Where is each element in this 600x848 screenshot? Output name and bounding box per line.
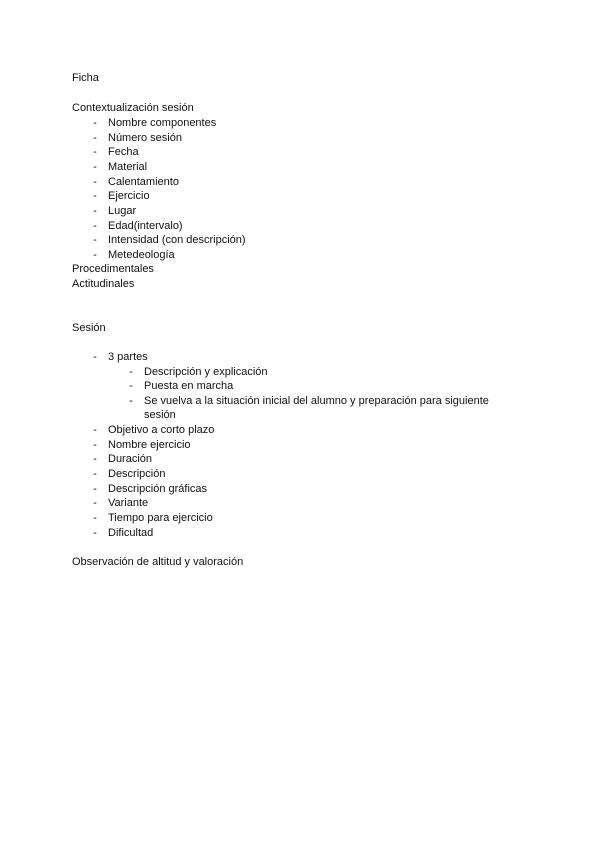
dash-bullet: - (93, 146, 97, 158)
sesion-heading: Sesión (72, 322, 106, 334)
list-item-text: Fecha (108, 146, 139, 158)
list-item-text: Nombre componentes (108, 117, 217, 129)
sub-list-item-text: sesión (144, 409, 176, 421)
dash-bullet: - (93, 161, 97, 173)
dash-bullet: - (93, 220, 97, 232)
dash-bullet: - (93, 351, 97, 363)
dash-bullet: - (93, 249, 97, 261)
list-item-text: Dificultad (108, 527, 154, 539)
dash-bullet: - (129, 380, 133, 392)
sub-list-item-text: Descripción y explicación (144, 366, 268, 378)
dash-bullet: - (93, 497, 97, 509)
ficha-title: Ficha (72, 72, 99, 84)
list-item-text: Descripción gráficas (108, 483, 208, 495)
list-item-text: Lugar (108, 205, 137, 217)
dash-bullet: - (93, 117, 97, 129)
list-item-text: Ejercicio (108, 190, 150, 202)
list-item-text: Metedeología (108, 249, 175, 261)
dash-bullet: - (93, 424, 97, 436)
dash-bullet: - (93, 468, 97, 480)
list-item-text: Tiempo para ejercicio (108, 512, 213, 524)
dash-bullet: - (93, 453, 97, 465)
dash-bullet: - (93, 512, 97, 524)
list-item-text: Nombre ejercicio (108, 439, 191, 451)
list-item-text: Calentamiento (108, 176, 179, 188)
dash-bullet: - (129, 395, 133, 407)
sub-list-item-text: Puesta en marcha (144, 380, 234, 392)
list-item-text: Intensidad (con descripción) (108, 234, 246, 246)
dash-bullet: - (93, 190, 97, 202)
list-item-text: Edad(intervalo) (108, 220, 183, 232)
dash-bullet: - (129, 366, 133, 378)
contextualizacion-heading: Contextualización sesión (72, 102, 194, 114)
observacion-heading: Observación de altitud y valoración (72, 556, 244, 568)
list-item-text: Material (108, 161, 148, 173)
dash-bullet: - (93, 205, 97, 217)
list-item-text: Variante (108, 497, 149, 509)
actitudinales-heading: Actitudinales (72, 278, 135, 290)
dash-bullet: - (93, 527, 97, 539)
dash-bullet: - (93, 176, 97, 188)
list-item-text: Descripción (108, 468, 166, 480)
sub-list-item-text: Se vuelva a la situación inicial del alumno y preparación para siguiente (144, 395, 489, 407)
dash-bullet: - (93, 132, 97, 144)
list-item-text: Objetivo a corto plazo (108, 424, 215, 436)
dash-bullet: - (93, 439, 97, 451)
list-item-text: 3 partes (108, 351, 148, 363)
procedimentales-heading: Procedimentales (72, 263, 154, 275)
list-item-text: Número sesión (108, 132, 182, 144)
dash-bullet: - (93, 483, 97, 495)
dash-bullet: - (93, 234, 97, 246)
list-item-text: Duración (108, 453, 153, 465)
